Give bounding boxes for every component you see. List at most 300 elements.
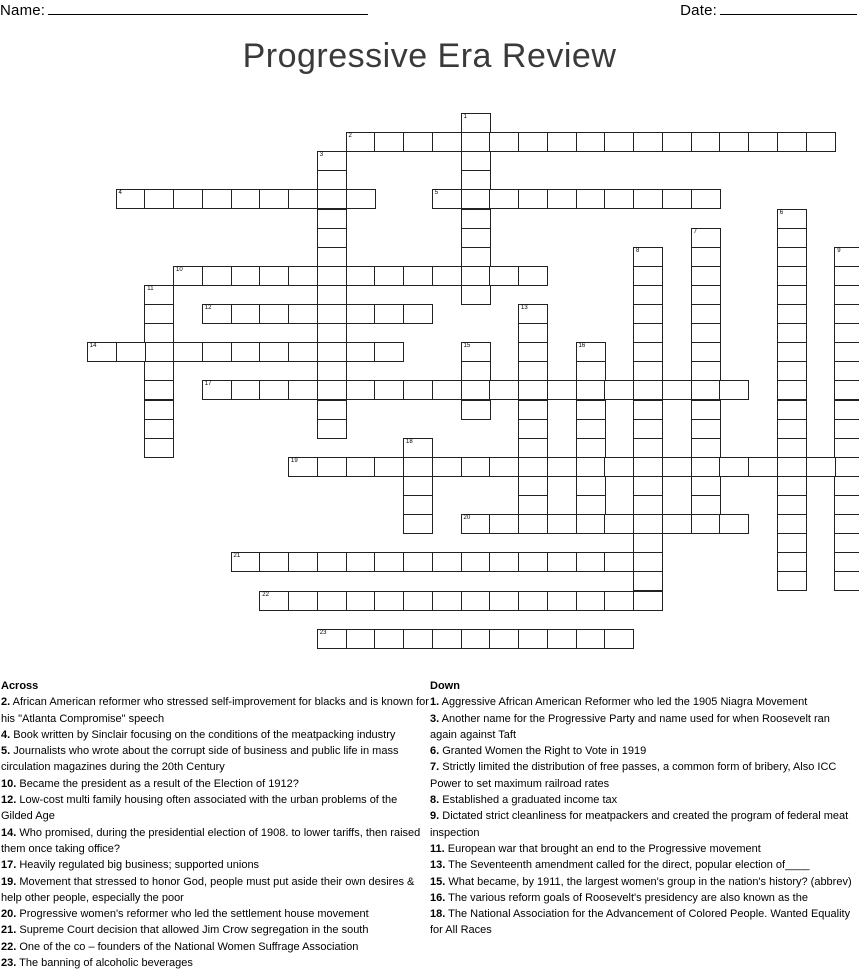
grid-cell[interactable] xyxy=(633,438,663,458)
grid-cell[interactable] xyxy=(403,438,433,458)
grid-cell[interactable] xyxy=(288,304,318,324)
grid-cell[interactable] xyxy=(202,266,232,286)
grid-cell[interactable] xyxy=(231,266,261,286)
grid-cell[interactable] xyxy=(518,438,548,458)
grid-cell[interactable] xyxy=(547,514,577,534)
grid-cell[interactable] xyxy=(518,476,548,496)
grid-cell[interactable] xyxy=(317,151,347,171)
grid-cell[interactable] xyxy=(691,323,721,343)
grid-cell[interactable] xyxy=(403,380,433,400)
grid-cell[interactable] xyxy=(834,419,859,439)
grid-cell[interactable] xyxy=(777,228,807,248)
grid-cell[interactable] xyxy=(576,438,606,458)
grid-cell[interactable] xyxy=(317,189,347,209)
grid-cell[interactable] xyxy=(576,400,606,420)
grid-cell[interactable] xyxy=(489,591,519,611)
clue-number: 22 xyxy=(262,591,269,598)
clue-text: Who promised, during the presidential election of 1908. to lower tariffs, then raised them once taking office? xyxy=(1,826,421,855)
clue-number: 6 xyxy=(779,209,784,216)
grid-cell[interactable] xyxy=(461,247,491,267)
clue-num: 10. xyxy=(1,777,17,790)
grid-cell[interactable] xyxy=(691,132,721,152)
grid-cell[interactable] xyxy=(144,285,174,305)
grid-cell[interactable] xyxy=(604,591,634,611)
grid-cell[interactable] xyxy=(461,189,491,209)
grid-cell[interactable] xyxy=(374,552,404,572)
grid-cell[interactable] xyxy=(633,189,663,209)
grid-cell[interactable] xyxy=(633,400,663,420)
grid-cell[interactable] xyxy=(317,361,347,381)
grid-cell[interactable] xyxy=(317,228,347,248)
grid-cell[interactable] xyxy=(777,533,807,553)
grid-cell[interactable] xyxy=(691,266,721,286)
grid-cell[interactable] xyxy=(116,189,146,209)
grid-cell[interactable] xyxy=(144,419,174,439)
grid-cell[interactable] xyxy=(317,247,347,267)
grid-cell[interactable] xyxy=(317,419,347,439)
grid-cell[interactable] xyxy=(777,419,807,439)
grid-cell[interactable] xyxy=(144,342,174,362)
grid-cell[interactable] xyxy=(403,629,433,649)
grid-cell[interactable] xyxy=(144,361,174,381)
clue-text: Dictated strict cleanliness for meatpackers and created the program of federal meat inspection xyxy=(430,810,849,839)
grid-cell[interactable] xyxy=(777,400,807,420)
grid-cell[interactable] xyxy=(633,323,663,343)
grid-cell[interactable] xyxy=(576,629,606,649)
grid-cell[interactable] xyxy=(633,342,663,362)
grid-cell[interactable] xyxy=(777,323,807,343)
grid-cell[interactable] xyxy=(662,189,692,209)
grid-cell[interactable] xyxy=(604,380,634,400)
grid-cell[interactable] xyxy=(346,591,376,611)
grid-cell[interactable] xyxy=(662,380,692,400)
grid-cell[interactable] xyxy=(834,380,859,400)
grid-cell[interactable] xyxy=(633,247,663,267)
grid-cell[interactable] xyxy=(576,495,606,515)
grid-cell[interactable] xyxy=(834,533,859,553)
grid-cell[interactable] xyxy=(777,342,807,362)
clue-number: 2 xyxy=(348,133,352,140)
grid-cell[interactable] xyxy=(432,457,462,477)
grid-cell[interactable] xyxy=(374,629,404,649)
grid-cell[interactable] xyxy=(604,552,634,572)
grid-cell[interactable] xyxy=(518,552,548,572)
clue-text: Supreme Court decision that allowed Jim Crow segregation in the south xyxy=(16,924,369,937)
clue-text: Became the president as a result of the Election of 1912? xyxy=(16,777,299,790)
grid-cell[interactable] xyxy=(719,514,749,534)
grid-cell[interactable] xyxy=(317,552,347,572)
grid-cell[interactable] xyxy=(116,342,146,362)
grid-cell[interactable] xyxy=(231,342,261,362)
grid-cell[interactable] xyxy=(461,266,491,286)
grid-cell[interactable] xyxy=(834,495,859,515)
grid-cell[interactable] xyxy=(576,189,606,209)
grid-cell[interactable] xyxy=(691,189,721,209)
grid-cell[interactable] xyxy=(403,132,433,152)
grid-cell[interactable] xyxy=(834,361,859,381)
grid-cell[interactable] xyxy=(489,514,519,534)
grid-cell[interactable] xyxy=(288,457,318,477)
grid-cell[interactable] xyxy=(834,438,859,458)
grid-cell[interactable] xyxy=(834,476,859,496)
grid-cell[interactable] xyxy=(834,514,859,534)
grid-cell[interactable] xyxy=(144,380,174,400)
grid-cell[interactable] xyxy=(403,552,433,572)
grid-cell[interactable] xyxy=(518,189,548,209)
grid-cell[interactable] xyxy=(777,380,807,400)
grid-cell[interactable] xyxy=(777,495,807,515)
grid-cell[interactable] xyxy=(777,304,807,324)
grid-cell[interactable] xyxy=(346,189,376,209)
grid-cell[interactable] xyxy=(834,552,859,572)
clue-text: The National Association for the Advancement of Colored People. Wanted Equality for All Races xyxy=(430,908,851,937)
grid-cell[interactable] xyxy=(691,419,721,439)
grid-cell[interactable] xyxy=(432,380,462,400)
grid-cell[interactable] xyxy=(259,342,289,362)
date-field[interactable] xyxy=(680,2,857,19)
grid-cell[interactable] xyxy=(231,380,261,400)
grid-cell[interactable] xyxy=(518,457,548,477)
grid-cell[interactable] xyxy=(144,304,174,324)
grid-cell[interactable] xyxy=(518,591,548,611)
grid-cell[interactable] xyxy=(144,323,174,343)
grid-cell[interactable] xyxy=(547,591,577,611)
grid-cell[interactable] xyxy=(202,342,232,362)
grid-cell[interactable] xyxy=(576,552,606,572)
grid-cell[interactable] xyxy=(403,514,433,534)
grid-cell[interactable] xyxy=(432,132,462,152)
grid-cell[interactable] xyxy=(346,342,376,362)
grid-cell[interactable] xyxy=(374,380,404,400)
grid-cell[interactable] xyxy=(633,285,663,305)
grid-cell[interactable] xyxy=(346,304,376,324)
grid-cell[interactable] xyxy=(777,476,807,496)
grid-cell[interactable] xyxy=(288,591,318,611)
date-line[interactable] xyxy=(720,2,857,15)
grid-cell[interactable] xyxy=(403,495,433,515)
grid-cell[interactable] xyxy=(633,266,663,286)
grid-cell[interactable] xyxy=(662,514,692,534)
grid-cell[interactable] xyxy=(317,304,347,324)
grid-cell[interactable] xyxy=(461,361,491,381)
clue-number: 4 xyxy=(118,190,122,197)
grid-cell[interactable] xyxy=(691,476,721,496)
grid-cell[interactable] xyxy=(144,438,174,458)
grid-cell[interactable] xyxy=(547,457,577,477)
grid-cell[interactable] xyxy=(461,113,491,133)
grid-cell[interactable] xyxy=(691,380,721,400)
grid-cell[interactable] xyxy=(374,304,404,324)
grid-cell[interactable] xyxy=(144,400,174,420)
grid-cell[interactable] xyxy=(317,380,347,400)
grid-cell[interactable] xyxy=(777,209,807,229)
grid-cell[interactable] xyxy=(834,571,859,591)
grid-cell[interactable] xyxy=(834,285,859,305)
grid-cell[interactable] xyxy=(633,132,663,152)
grid-cell[interactable] xyxy=(461,629,491,649)
grid-cell[interactable] xyxy=(461,342,491,362)
grid-cell[interactable] xyxy=(719,132,749,152)
grid-cell[interactable] xyxy=(691,285,721,305)
grid-cell[interactable] xyxy=(576,361,606,381)
grid-cell[interactable] xyxy=(259,552,289,572)
grid-cell[interactable] xyxy=(777,571,807,591)
grid-cell[interactable] xyxy=(604,132,634,152)
across-clue xyxy=(1,874,429,907)
grid-cell[interactable] xyxy=(834,247,859,267)
grid-cell[interactable] xyxy=(288,552,318,572)
grid-cell[interactable] xyxy=(633,304,663,324)
grid-cell[interactable] xyxy=(691,514,721,534)
grid-cell[interactable] xyxy=(432,552,462,572)
grid-cell[interactable] xyxy=(461,285,491,305)
grid-cell[interactable] xyxy=(691,361,721,381)
name-field[interactable] xyxy=(0,2,368,19)
grid-cell[interactable] xyxy=(259,266,289,286)
across-clue xyxy=(1,727,429,743)
grid-cell[interactable] xyxy=(518,380,548,400)
clue-text: Movement that stressed to honor God, people must put aside their own desires & help other people, especially the poor xyxy=(1,875,415,904)
grid-cell[interactable] xyxy=(461,380,491,400)
grid-cell[interactable] xyxy=(518,400,548,420)
clue-num: 12. xyxy=(1,794,17,807)
grid-cell[interactable] xyxy=(87,342,117,362)
grid-cell[interactable] xyxy=(691,400,721,420)
grid-cell[interactable] xyxy=(144,189,174,209)
grid-cell[interactable] xyxy=(432,189,462,209)
grid-cell[interactable] xyxy=(518,514,548,534)
grid-cell[interactable] xyxy=(633,552,663,572)
grid-cell[interactable] xyxy=(231,189,261,209)
grid-cell[interactable] xyxy=(777,438,807,458)
grid-cell[interactable] xyxy=(489,189,519,209)
across-clue xyxy=(1,906,429,922)
grid-cell[interactable] xyxy=(346,629,376,649)
grid-cell[interactable] xyxy=(518,495,548,515)
grid-cell[interactable] xyxy=(202,189,232,209)
grid-cell[interactable] xyxy=(288,380,318,400)
grid-cell[interactable] xyxy=(317,400,347,420)
grid-cell[interactable] xyxy=(173,266,203,286)
across-clue xyxy=(1,792,429,825)
grid-cell[interactable] xyxy=(748,132,778,152)
clue-num: 6. xyxy=(430,745,440,758)
grid-cell[interactable] xyxy=(777,247,807,267)
grid-cell[interactable] xyxy=(317,457,347,477)
grid-cell[interactable] xyxy=(346,132,376,152)
grid-cell[interactable] xyxy=(547,189,577,209)
grid-cell[interactable] xyxy=(547,629,577,649)
clue-num: 2. xyxy=(1,696,11,709)
grid-cell[interactable] xyxy=(461,400,491,420)
grid-cell[interactable] xyxy=(317,209,347,229)
clue-num: 16. xyxy=(430,891,446,904)
grid-cell[interactable] xyxy=(662,132,692,152)
grid-cell[interactable] xyxy=(374,342,404,362)
grid-cell[interactable] xyxy=(691,304,721,324)
grid-cell[interactable] xyxy=(202,380,232,400)
grid-cell[interactable] xyxy=(461,514,491,534)
grid-cell[interactable] xyxy=(576,476,606,496)
grid-cell[interactable] xyxy=(317,629,347,649)
grid-cell[interactable] xyxy=(317,285,347,305)
grid-cell[interactable] xyxy=(576,591,606,611)
grid-cell[interactable] xyxy=(633,361,663,381)
grid-cell[interactable] xyxy=(346,457,376,477)
grid-cell[interactable] xyxy=(777,285,807,305)
grid-cell[interactable] xyxy=(834,457,859,477)
grid-cell[interactable] xyxy=(547,132,577,152)
clue-num: 19. xyxy=(1,875,17,888)
grid-cell[interactable] xyxy=(259,304,289,324)
grid-cell[interactable] xyxy=(231,552,261,572)
grid-cell[interactable] xyxy=(346,266,376,286)
grid-cell[interactable] xyxy=(259,380,289,400)
grid-cell[interactable] xyxy=(432,266,462,286)
grid-cell[interactable] xyxy=(633,533,663,553)
grid-cell[interactable] xyxy=(777,361,807,381)
grid-cell[interactable] xyxy=(691,457,721,477)
grid-cell[interactable] xyxy=(748,457,778,477)
grid-cell[interactable] xyxy=(489,629,519,649)
grid-cell[interactable] xyxy=(604,629,634,649)
grid-cell[interactable] xyxy=(547,552,577,572)
grid-cell[interactable] xyxy=(518,304,548,324)
grid-cell[interactable] xyxy=(834,323,859,343)
grid-cell[interactable] xyxy=(777,266,807,286)
grid-cell[interactable] xyxy=(691,228,721,248)
grid-cell[interactable] xyxy=(576,342,606,362)
grid-cell[interactable] xyxy=(374,457,404,477)
grid-cell[interactable] xyxy=(461,170,491,190)
grid-cell[interactable] xyxy=(834,266,859,286)
grid-cell[interactable] xyxy=(317,323,347,343)
grid-cell[interactable] xyxy=(489,457,519,477)
grid-cell[interactable] xyxy=(633,571,663,591)
grid-cell[interactable] xyxy=(432,629,462,649)
grid-cell[interactable] xyxy=(259,591,289,611)
grid-cell[interactable] xyxy=(173,342,203,362)
grid-cell[interactable] xyxy=(403,304,433,324)
grid-cell[interactable] xyxy=(834,342,859,362)
grid-cell[interactable] xyxy=(518,419,548,439)
grid-cell[interactable] xyxy=(317,591,347,611)
grid-cell[interactable] xyxy=(374,266,404,286)
grid-cell[interactable] xyxy=(719,457,749,477)
grid-cell[interactable] xyxy=(288,189,318,209)
grid-cell[interactable] xyxy=(633,476,663,496)
grid-cell[interactable] xyxy=(604,514,634,534)
grid-cell[interactable] xyxy=(461,457,491,477)
grid-cell[interactable] xyxy=(806,132,836,152)
grid-cell[interactable] xyxy=(317,170,347,190)
grid-cell[interactable] xyxy=(518,629,548,649)
grid-cell[interactable] xyxy=(489,266,519,286)
grid-cell[interactable] xyxy=(461,132,491,152)
grid-cell[interactable] xyxy=(662,457,692,477)
grid-cell[interactable] xyxy=(317,342,347,362)
grid-cell[interactable] xyxy=(633,514,663,534)
grid-cell[interactable] xyxy=(633,495,663,515)
grid-cell[interactable] xyxy=(173,189,203,209)
grid-cell[interactable] xyxy=(461,591,491,611)
grid-cell[interactable] xyxy=(691,342,721,362)
grid-cell[interactable] xyxy=(518,342,548,362)
grid-cell[interactable] xyxy=(777,132,807,152)
grid-cell[interactable] xyxy=(489,132,519,152)
grid-cell[interactable] xyxy=(633,457,663,477)
clue-number: 7 xyxy=(693,228,697,235)
clue-number: 23 xyxy=(319,629,327,636)
grid-cell[interactable] xyxy=(432,591,462,611)
grid-cell[interactable] xyxy=(202,304,232,324)
grid-cell[interactable] xyxy=(259,189,289,209)
grid-cell[interactable] xyxy=(604,457,634,477)
grid-cell[interactable] xyxy=(518,361,548,381)
clue-number: 10 xyxy=(176,266,183,273)
grid-cell[interactable] xyxy=(346,380,376,400)
grid-cell[interactable] xyxy=(719,380,749,400)
grid-cell[interactable] xyxy=(604,189,634,209)
grid-cell[interactable] xyxy=(288,266,318,286)
grid-cell[interactable] xyxy=(576,132,606,152)
down-clues xyxy=(430,678,856,939)
grid-cell[interactable] xyxy=(777,552,807,572)
grid-cell[interactable] xyxy=(576,419,606,439)
grid-cell[interactable] xyxy=(518,323,548,343)
grid-cell[interactable] xyxy=(403,476,433,496)
grid-cell[interactable] xyxy=(691,438,721,458)
clue-num: 22. xyxy=(1,940,17,953)
grid-cell[interactable] xyxy=(231,304,261,324)
grid-cell[interactable] xyxy=(547,380,577,400)
grid-cell[interactable] xyxy=(834,400,859,420)
grid-cell[interactable] xyxy=(518,266,548,286)
grid-cell[interactable] xyxy=(374,591,404,611)
grid-cell[interactable] xyxy=(403,591,433,611)
grid-cell[interactable] xyxy=(834,304,859,324)
across-clues xyxy=(1,678,429,971)
grid-cell[interactable] xyxy=(403,266,433,286)
clue-number: 21 xyxy=(233,553,241,560)
grid-cell[interactable] xyxy=(576,457,606,477)
grid-cell[interactable] xyxy=(374,132,404,152)
grid-cell[interactable] xyxy=(461,151,491,171)
grid-cell[interactable] xyxy=(633,419,663,439)
grid-cell[interactable] xyxy=(633,380,663,400)
grid-cell[interactable] xyxy=(691,247,721,267)
grid-cell[interactable] xyxy=(489,552,519,572)
grid-cell[interactable] xyxy=(489,380,519,400)
grid-cell[interactable] xyxy=(346,552,376,572)
grid-cell[interactable] xyxy=(288,342,318,362)
grid-cell[interactable] xyxy=(576,380,606,400)
grid-cell[interactable] xyxy=(461,209,491,229)
grid-cell[interactable] xyxy=(777,457,807,477)
grid-cell[interactable] xyxy=(633,591,663,611)
grid-cell[interactable] xyxy=(777,514,807,534)
grid-cell[interactable] xyxy=(403,457,433,477)
name-line[interactable] xyxy=(48,2,368,15)
grid-cell[interactable] xyxy=(317,266,347,286)
grid-cell[interactable] xyxy=(806,457,836,477)
grid-cell[interactable] xyxy=(576,514,606,534)
grid-cell[interactable] xyxy=(461,228,491,248)
grid-cell[interactable] xyxy=(691,495,721,515)
clue-num: 11. xyxy=(430,842,445,855)
grid-cell[interactable] xyxy=(461,552,491,572)
grid-cell[interactable] xyxy=(518,132,548,152)
